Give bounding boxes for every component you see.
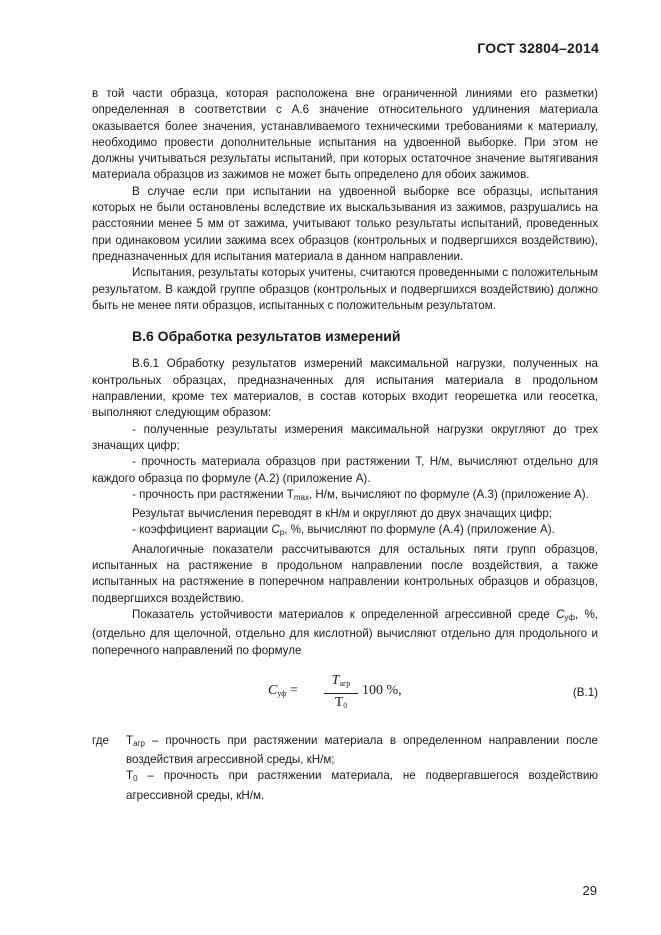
formula-fraction [324, 673, 358, 715]
formula-lhs-subscript: уф [277, 688, 287, 698]
denominator-subscript: 0 [343, 701, 348, 711]
denominator-variable: T [334, 695, 344, 711]
def2-text: – прочность при растяжении материала, не подвергавшегося воздействию агрессивной среды, кН/м. [126, 769, 598, 802]
cp-text-b: , %, вычисляют по формуле (А.4) (приложение А). [284, 523, 555, 537]
formula-denominator [324, 694, 358, 714]
paragraph-b61: В.6.1 Обработку результатов измерений максимальной нагрузки, полученных на контрольных образцах, предназначенных для испытания материала в продольном направлении, кроме тех материалов, в состав которых входит георешетка или геосетка, выполняют следующим образом: [92, 357, 598, 420]
cuf-text-a: Показатель устойчивости материалов к определенной агрессивной среде [132, 607, 557, 621]
paragraph-rounding: - полученные результаты измерения максимальной нагрузки округляют до трех значащих цифр; [92, 422, 598, 452]
formula-rhs: 100 %, [362, 682, 402, 698]
def2-subscript: 0 [133, 774, 138, 784]
formula-equals: = [286, 682, 298, 698]
def2-variable: T [126, 769, 134, 783]
cuf-text-b: , %, (отдельно для щелочной, отдельно для кислотной) вычисляют отдельно для продольного и поперечного направлений по формуле [92, 607, 598, 657]
tmax-text-a: - прочность при растяжении T [132, 487, 294, 501]
paragraph-conversion: Результат вычисления переводят в кН/м и округляют до двух значащих цифр; [132, 507, 552, 521]
cp-text-a: - коэффициент вариации [132, 523, 272, 537]
formula-lhs [268, 683, 298, 702]
cuf-variable: C [556, 607, 565, 621]
numerator-subscript: агр [339, 678, 351, 688]
cuf-subscript: уф [564, 612, 575, 622]
def1-text: – прочность при растяжении материала в определенном направлении после воздействия агрессивной среды, кН/м; [126, 733, 598, 767]
paragraph-similar-indicators: Аналогичные показатели рассчитываются для остальных пяти групп образцов, испытанных на растяжение в продольном направлении после воздействия, а также испытанных на растяжение в поперечном направлении контрольных образцов и образцов, подвергшихся воздействию. [92, 542, 598, 605]
paragraph-doubled-sample: В случае если при испытании на удвоенной выборке все образцы, испытания которых не были остановлены вследствие их выскальзывания из зажимов, разрушались на расстоянии менее 5 мм от зажима, учитывают только результаты испытаний, проведенных при одинаковом усилии зажима всех образцов (контрольных и подвергшихся воздействию), предназначенных для испытания материала в данном направлении. [92, 184, 598, 263]
definition-t0 [126, 768, 598, 804]
paragraph-strength-tmax [92, 487, 598, 506]
paragraph-variation [92, 522, 598, 541]
document-header: ГОСТ 32804–2014 [477, 40, 599, 56]
tmax-subscript: max [293, 492, 309, 502]
paragraph-stability-index [92, 607, 598, 659]
formula-b1 [92, 673, 598, 721]
formula-numerator [324, 673, 358, 694]
def1-subscript: агр [133, 738, 145, 748]
paragraph-strength-t: - прочность материала образцов при растяжении Т, Н/м, вычисляют отдельно для каждого образца по формуле (А.2) (приложение А). [92, 455, 598, 485]
paragraph-positive-result: Испытания, результаты которых учитены, считаются проведенными с положительным результатом. В каждой группе образцов (контрольных и подвергшихся воздействию) должно быть не менее пяти образцов, испытанных с положительным результатом. [92, 266, 598, 312]
cp-variable: C [271, 523, 280, 537]
formula-number: (В.1) [572, 685, 598, 699]
def1-variable: T [126, 733, 134, 747]
page-number: 29 [582, 883, 597, 898]
numerator-variable: T [331, 672, 340, 688]
definition-t-agr [126, 733, 598, 769]
tmax-text-b: , Н/м, вычисляют по формуле (А.3) (приложение А). [308, 487, 589, 501]
section-heading: В.6 Обработка результатов измерений [132, 328, 401, 345]
formula-definitions [92, 733, 598, 804]
paragraph-continuation: в той части образца, которая расположена вне ограниченной линиями его разметки) определенная в соответствии с А.6 значение относительного удлинения материала оказывается более значения, устанавливаемого техническими требованиями к материалу, необходимо провести дополнительные испытания на удвоенной выборке. При этом не должны учитываться результаты испытаний, при которых остаточное значение вытягивания материала образцов из зажимов не может быть определено для обоих зажимов. [92, 87, 598, 182]
formula-lhs-variable: C [268, 682, 278, 698]
page-content [92, 86, 598, 804]
definitions-where: где [92, 733, 109, 747]
cp-subscript: p [279, 528, 285, 538]
